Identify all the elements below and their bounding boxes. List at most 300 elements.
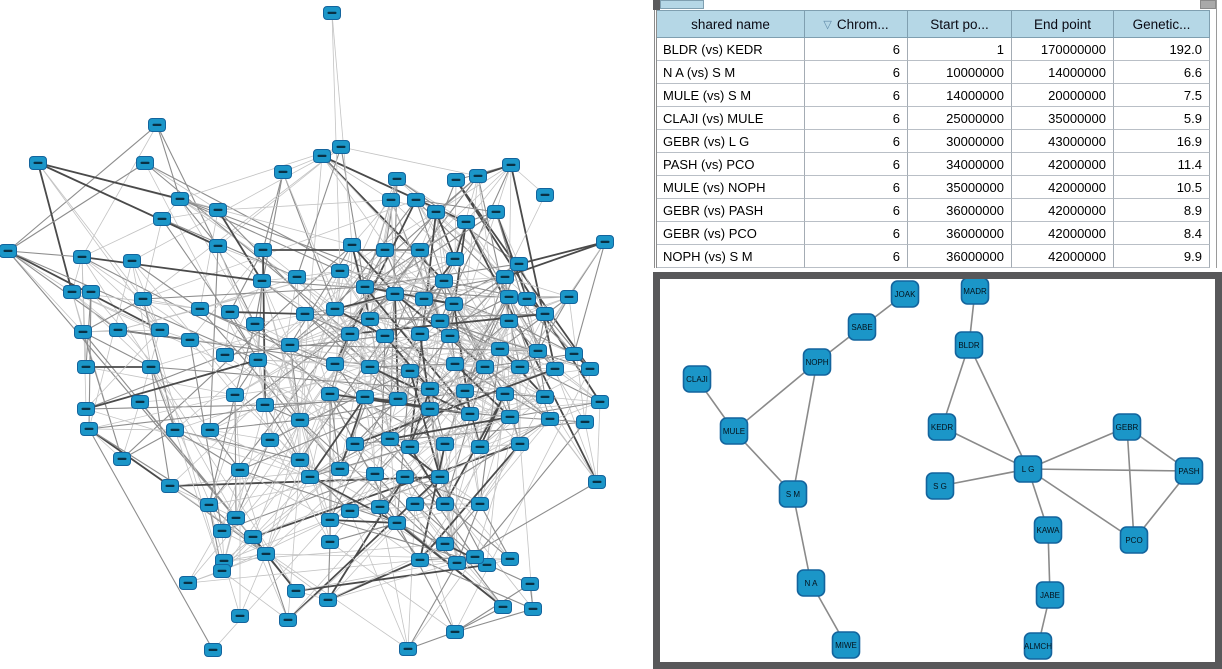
node-label-smudge (393, 178, 402, 180)
network-node[interactable] (214, 565, 231, 578)
table-cell[interactable]: 35000000 (908, 176, 1012, 199)
table-row[interactable] (657, 130, 1215, 153)
network-node[interactable] (292, 414, 309, 427)
network-node[interactable] (182, 334, 199, 347)
table-cell[interactable]: 36000000 (908, 245, 1012, 268)
table-cell[interactable]: MULE (vs) NOPH (657, 176, 805, 199)
network-node[interactable] (447, 253, 464, 266)
node-label-smudge (416, 333, 425, 335)
node-label-smudge (337, 146, 346, 148)
network-node[interactable] (488, 206, 505, 219)
network-node[interactable] (64, 286, 81, 299)
network-node[interactable] (501, 291, 518, 304)
network-node[interactable] (297, 308, 314, 321)
network-node[interactable] (247, 318, 264, 331)
table-cell[interactable]: GEBR (vs) PCO (657, 222, 805, 245)
network-node[interactable] (477, 361, 494, 374)
node-label-smudge (586, 368, 595, 370)
node-label-smudge (440, 280, 449, 282)
network-node-n-a[interactable] (798, 570, 825, 596)
node-label-smudge (393, 522, 402, 524)
network-node[interactable] (214, 525, 231, 538)
network-node[interactable] (400, 643, 417, 656)
table-cell[interactable]: 8.9 (1114, 199, 1210, 222)
network-node[interactable] (437, 538, 454, 551)
network-node[interactable] (167, 424, 184, 437)
node-label-smudge (293, 276, 302, 278)
network-node[interactable] (383, 194, 400, 207)
network-node[interactable] (472, 441, 489, 454)
network-node[interactable] (530, 345, 547, 358)
network-node[interactable] (202, 424, 219, 437)
network-node[interactable] (389, 173, 406, 186)
table-cell[interactable]: 42000000 (1012, 245, 1114, 268)
table-top-strip (648, 0, 1222, 10)
node-label-smudge (570, 353, 579, 355)
network-node[interactable] (217, 349, 234, 362)
table-cell[interactable]: 6 (805, 176, 908, 199)
network-node[interactable] (519, 293, 536, 306)
node-label-smudge (209, 649, 218, 651)
table-cell[interactable]: 170000000 (1012, 38, 1114, 61)
network-node[interactable] (412, 244, 429, 257)
network-node[interactable] (377, 244, 394, 257)
table-row[interactable] (657, 84, 1215, 107)
network-node[interactable] (422, 383, 439, 396)
node-label-smudge (406, 446, 415, 448)
table-cell[interactable]: 42000000 (1012, 176, 1114, 199)
network-node[interactable] (292, 454, 309, 467)
node-label-smudge (426, 388, 435, 390)
network-node[interactable] (577, 416, 594, 429)
network-node[interactable] (537, 189, 554, 202)
network-node[interactable] (332, 265, 349, 278)
node-label-smudge (526, 583, 535, 585)
table-cell[interactable]: 6 (805, 107, 908, 130)
table-cell[interactable]: 8.4 (1114, 222, 1210, 245)
table-row[interactable] (657, 38, 1215, 61)
table-cell[interactable]: 7.5 (1114, 84, 1210, 107)
node-label: N A (804, 579, 818, 588)
node-label-smudge (254, 359, 263, 361)
node-label-smudge (416, 559, 425, 561)
network-node[interactable] (382, 433, 399, 446)
network-node[interactable] (324, 7, 341, 20)
network-node[interactable] (492, 343, 509, 356)
network-node[interactable] (416, 293, 433, 306)
network-edge (480, 504, 510, 559)
network-node[interactable] (542, 413, 559, 426)
network-edge (218, 200, 391, 210)
network-node[interactable] (502, 411, 519, 424)
table-cell[interactable]: 11.4 (1114, 153, 1210, 176)
network-edge (8, 163, 145, 251)
network-node[interactable] (254, 275, 271, 288)
network-node[interactable] (561, 291, 578, 304)
network-node[interactable] (525, 603, 542, 616)
table-cell[interactable]: 5.9 (1114, 107, 1210, 130)
node-label-smudge (426, 408, 435, 410)
network-node-mule[interactable] (721, 418, 748, 444)
network-node-pco[interactable] (1121, 527, 1148, 553)
network-node[interactable] (447, 626, 464, 639)
network-node[interactable] (172, 193, 189, 206)
network-node[interactable] (137, 157, 154, 170)
network-node[interactable] (442, 330, 459, 343)
table-cell[interactable]: 43000000 (1012, 130, 1114, 153)
network-node[interactable] (537, 391, 554, 404)
network-node[interactable] (432, 315, 449, 328)
network-node[interactable] (75, 326, 92, 339)
network-node[interactable] (446, 298, 463, 311)
column-header-genetic-[interactable] (1114, 10, 1210, 38)
table-cell[interactable]: MULE (vs) S M (657, 84, 805, 107)
network-node[interactable] (152, 324, 169, 337)
node-label-smudge (450, 303, 459, 305)
network-node[interactable] (449, 557, 466, 570)
node-label-smudge (301, 313, 310, 315)
network-node[interactable] (408, 194, 425, 207)
network-node[interactable] (522, 578, 539, 591)
node-label-smudge (446, 335, 455, 337)
network-node[interactable] (372, 501, 389, 514)
network-node[interactable] (377, 330, 394, 343)
network-node-l-g[interactable] (1015, 456, 1042, 482)
table-cell[interactable]: 14000000 (908, 84, 1012, 107)
network-edge (200, 210, 218, 309)
network-node[interactable] (412, 328, 429, 341)
network-node[interactable] (512, 438, 529, 451)
network-node[interactable] (333, 141, 350, 154)
table-row[interactable] (657, 107, 1215, 130)
network-node[interactable] (255, 244, 272, 257)
network-node[interactable] (502, 553, 519, 566)
network-node[interactable] (512, 361, 529, 374)
table-cell[interactable]: 20000000 (1012, 84, 1114, 107)
table-cell[interactable]: 192.0 (1114, 38, 1210, 61)
network-node-gebr[interactable] (1114, 414, 1141, 440)
subnetwork-canvas[interactable] (660, 279, 1215, 662)
network-node[interactable] (342, 505, 359, 518)
network-node[interactable] (314, 150, 331, 163)
node-label-smudge (331, 363, 340, 365)
node-label-smudge (259, 249, 268, 251)
network-node[interactable] (205, 644, 222, 657)
network-node[interactable] (81, 423, 98, 436)
node-label: BLDR (958, 341, 980, 350)
node-label-smudge (284, 619, 293, 621)
node-label: KEDR (930, 423, 954, 432)
network-node-sabe[interactable] (849, 314, 876, 340)
table-cell[interactable]: 6 (805, 153, 908, 176)
network-node[interactable] (342, 328, 359, 341)
network-node[interactable] (282, 339, 299, 352)
network-edge (455, 180, 456, 259)
node-label-smudge (366, 366, 375, 368)
network-node[interactable] (262, 434, 279, 447)
scrollbar-thumb[interactable] (1200, 0, 1216, 9)
network-node[interactable] (432, 471, 449, 484)
table-cell[interactable]: 35000000 (1012, 107, 1114, 130)
column-header-chrom-[interactable] (805, 10, 908, 38)
network-node[interactable] (367, 468, 384, 481)
network-node[interactable] (124, 255, 141, 268)
network-node[interactable] (162, 480, 179, 493)
network-node[interactable] (437, 498, 454, 511)
table-cell[interactable]: 6 (805, 38, 908, 61)
network-node[interactable] (322, 536, 339, 549)
network-node[interactable] (458, 216, 475, 229)
node-label-smudge (286, 344, 295, 346)
network-node-pash[interactable] (1176, 458, 1203, 484)
table-cell[interactable]: 10.5 (1114, 176, 1210, 199)
table-cell[interactable]: GEBR (vs) PASH (657, 199, 805, 222)
network-node[interactable] (302, 471, 319, 484)
network-node[interactable] (457, 385, 474, 398)
table-cell[interactable]: 14000000 (1012, 61, 1114, 84)
node-label-smudge (326, 519, 335, 521)
column-header-shared-name[interactable] (657, 10, 805, 38)
network-node[interactable] (154, 213, 171, 226)
network-node[interactable] (462, 408, 479, 421)
column-header-label: Start po... (930, 16, 989, 32)
node-label-smudge (506, 558, 515, 560)
network-edge (38, 163, 180, 199)
node-label: KAWA (1036, 526, 1060, 535)
network-node[interactable] (448, 174, 465, 187)
table-cell[interactable]: 10000000 (908, 61, 1012, 84)
network-node[interactable] (402, 441, 419, 454)
network-node[interactable] (288, 585, 305, 598)
table-row[interactable] (657, 176, 1215, 199)
network-node[interactable] (362, 313, 379, 326)
table-cell[interactable]: NOPH (vs) S M (657, 245, 805, 268)
node-label-smudge (296, 419, 305, 421)
network-node[interactable] (589, 476, 606, 489)
network-node[interactable] (397, 471, 414, 484)
column-header-start-po-[interactable] (908, 10, 1012, 38)
network-node-bldr[interactable] (956, 332, 983, 358)
network-node-s-m[interactable] (780, 481, 807, 507)
network-node[interactable] (582, 363, 599, 376)
network-node[interactable] (0, 245, 17, 258)
network-node[interactable] (110, 324, 127, 337)
node-label: MULE (722, 427, 746, 436)
network-node[interactable] (511, 258, 528, 271)
table-cell[interactable]: 6 (805, 61, 908, 84)
network-node[interactable] (30, 157, 47, 170)
table-row[interactable] (657, 153, 1215, 176)
network-node[interactable] (436, 275, 453, 288)
table-cell[interactable]: GEBR (vs) L G (657, 130, 805, 153)
network-node[interactable] (232, 610, 249, 623)
network-node[interactable] (402, 365, 419, 378)
network-node[interactable] (257, 399, 274, 412)
network-node[interactable] (232, 464, 249, 477)
network-node[interactable] (472, 498, 489, 511)
table-cell[interactable]: 36000000 (908, 199, 1012, 222)
network-node[interactable] (412, 554, 429, 567)
network-node[interactable] (210, 204, 227, 217)
table-cell[interactable]: 6 (805, 130, 908, 153)
network-node[interactable] (407, 498, 424, 511)
network-node[interactable] (497, 271, 514, 284)
network-node[interactable] (222, 306, 239, 319)
network-node[interactable] (357, 391, 374, 404)
table-row[interactable] (657, 61, 1215, 84)
network-node[interactable] (344, 239, 361, 252)
table-row[interactable] (657, 222, 1215, 245)
network-node[interactable] (597, 236, 614, 249)
network-node[interactable] (322, 388, 339, 401)
network-node[interactable] (132, 396, 149, 409)
node-label-smudge (481, 366, 490, 368)
network-node[interactable] (250, 354, 267, 367)
network-node[interactable] (332, 463, 349, 476)
node-label: S M (785, 490, 801, 499)
network-node[interactable] (114, 453, 131, 466)
network-node[interactable] (357, 281, 374, 294)
node-label-smudge (231, 394, 240, 396)
network-node-jabe[interactable] (1037, 582, 1064, 608)
node-label-smudge (184, 582, 193, 584)
node-label-smudge (236, 469, 245, 471)
network-node[interactable] (83, 286, 100, 299)
table-cell[interactable]: 6 (805, 222, 908, 245)
network-node[interactable] (180, 577, 197, 590)
network-node[interactable] (149, 119, 166, 132)
table-cell[interactable]: 6 (805, 199, 908, 222)
network-node[interactable] (390, 393, 407, 406)
table-cell[interactable]: 6 (805, 245, 908, 268)
node-label-smudge (505, 296, 514, 298)
network-node[interactable] (210, 240, 227, 253)
network-node-kawa[interactable] (1035, 517, 1062, 543)
node-label-smudge (506, 416, 515, 418)
network-node[interactable] (537, 308, 554, 321)
network-node[interactable] (275, 166, 292, 179)
network-node[interactable] (192, 303, 209, 316)
network-node[interactable] (501, 315, 518, 328)
table-cell[interactable]: BLDR (vs) KEDR (657, 38, 805, 61)
node-label-smudge (496, 348, 505, 350)
network-node[interactable] (143, 361, 160, 374)
table-cell[interactable]: 30000000 (908, 130, 1012, 153)
node-label-smudge (85, 428, 94, 430)
network-node[interactable] (497, 388, 514, 401)
node-label-smudge (266, 439, 275, 441)
network-node[interactable] (228, 512, 245, 525)
network-node[interactable] (289, 271, 306, 284)
table-cell[interactable]: 6.6 (1114, 61, 1210, 84)
node-label-smudge (462, 221, 471, 223)
table-cell[interactable]: 6 (805, 84, 908, 107)
node-label-smudge (118, 458, 127, 460)
network-node[interactable] (470, 170, 487, 183)
table-cell[interactable]: 34000000 (908, 153, 1012, 176)
table-cell[interactable]: PASH (vs) PCO (657, 153, 805, 176)
network-node[interactable] (422, 403, 439, 416)
table-cell[interactable]: N A (vs) S M (657, 61, 805, 84)
network-node-almch[interactable] (1024, 633, 1052, 659)
network-node[interactable] (387, 288, 404, 301)
network-node[interactable] (258, 548, 275, 561)
panel-edge (653, 0, 660, 10)
network-node[interactable] (74, 251, 91, 264)
column-header-end-point[interactable] (1012, 10, 1114, 38)
table-cell[interactable]: 42000000 (1012, 153, 1114, 176)
sort-filter-icon[interactable]: ▽ (823, 18, 832, 31)
network-node[interactable] (320, 594, 337, 607)
network-node[interactable] (495, 601, 512, 614)
network-node-s-g[interactable] (927, 473, 954, 499)
network-edge (420, 560, 533, 609)
node-label-smudge (436, 476, 445, 478)
table-row[interactable] (657, 199, 1215, 222)
node-label-smudge (541, 396, 550, 398)
table-cell[interactable]: 25000000 (908, 107, 1012, 130)
network-node-madr[interactable] (962, 279, 989, 304)
network-node[interactable] (428, 206, 445, 219)
network-node[interactable] (78, 403, 95, 416)
network-node[interactable] (447, 358, 464, 371)
network-node-miwe[interactable] (833, 632, 860, 658)
network-node[interactable] (566, 348, 583, 361)
table-cell[interactable]: 42000000 (1012, 222, 1114, 245)
network-node[interactable] (135, 293, 152, 306)
network-node[interactable] (389, 517, 406, 530)
table-tab[interactable] (660, 0, 704, 9)
table-cell[interactable]: CLAJI (vs) MULE (657, 107, 805, 130)
network-node-noph[interactable] (804, 349, 831, 375)
network-node[interactable] (78, 361, 95, 374)
node-label-smudge (371, 473, 380, 475)
network-node-joak[interactable] (892, 281, 919, 307)
network-node[interactable] (503, 159, 520, 172)
network-node[interactable] (327, 303, 344, 316)
node-label-smudge (381, 335, 390, 337)
network-edge (297, 147, 341, 277)
network-node-kedr[interactable] (929, 414, 956, 440)
network-node[interactable] (322, 514, 339, 527)
network-node[interactable] (347, 438, 364, 451)
table-cell[interactable]: 9.9 (1114, 245, 1210, 268)
node-label-smudge (441, 543, 450, 545)
network-node[interactable] (227, 389, 244, 402)
table-row[interactable] (657, 245, 1215, 268)
network-node[interactable] (327, 358, 344, 371)
table-cell[interactable]: 42000000 (1012, 199, 1114, 222)
network-node[interactable] (245, 531, 262, 544)
table-cell[interactable]: 16.9 (1114, 130, 1210, 153)
node-label-smudge (292, 590, 301, 592)
network-node[interactable] (280, 614, 297, 627)
network-node[interactable] (437, 438, 454, 451)
node-label-smudge (476, 503, 485, 505)
node-label-smudge (516, 366, 525, 368)
table-cell[interactable]: 36000000 (908, 222, 1012, 245)
network-node[interactable] (467, 551, 484, 564)
table-cell[interactable]: 1 (908, 38, 1012, 61)
node-label-smudge (206, 429, 215, 431)
network-node[interactable] (201, 499, 218, 512)
network-node[interactable] (547, 363, 564, 376)
network-node[interactable] (362, 361, 379, 374)
node-label-smudge (432, 211, 441, 213)
network-node[interactable] (592, 396, 609, 409)
table-header-row (657, 10, 1215, 38)
network-node-claji[interactable] (684, 366, 711, 392)
